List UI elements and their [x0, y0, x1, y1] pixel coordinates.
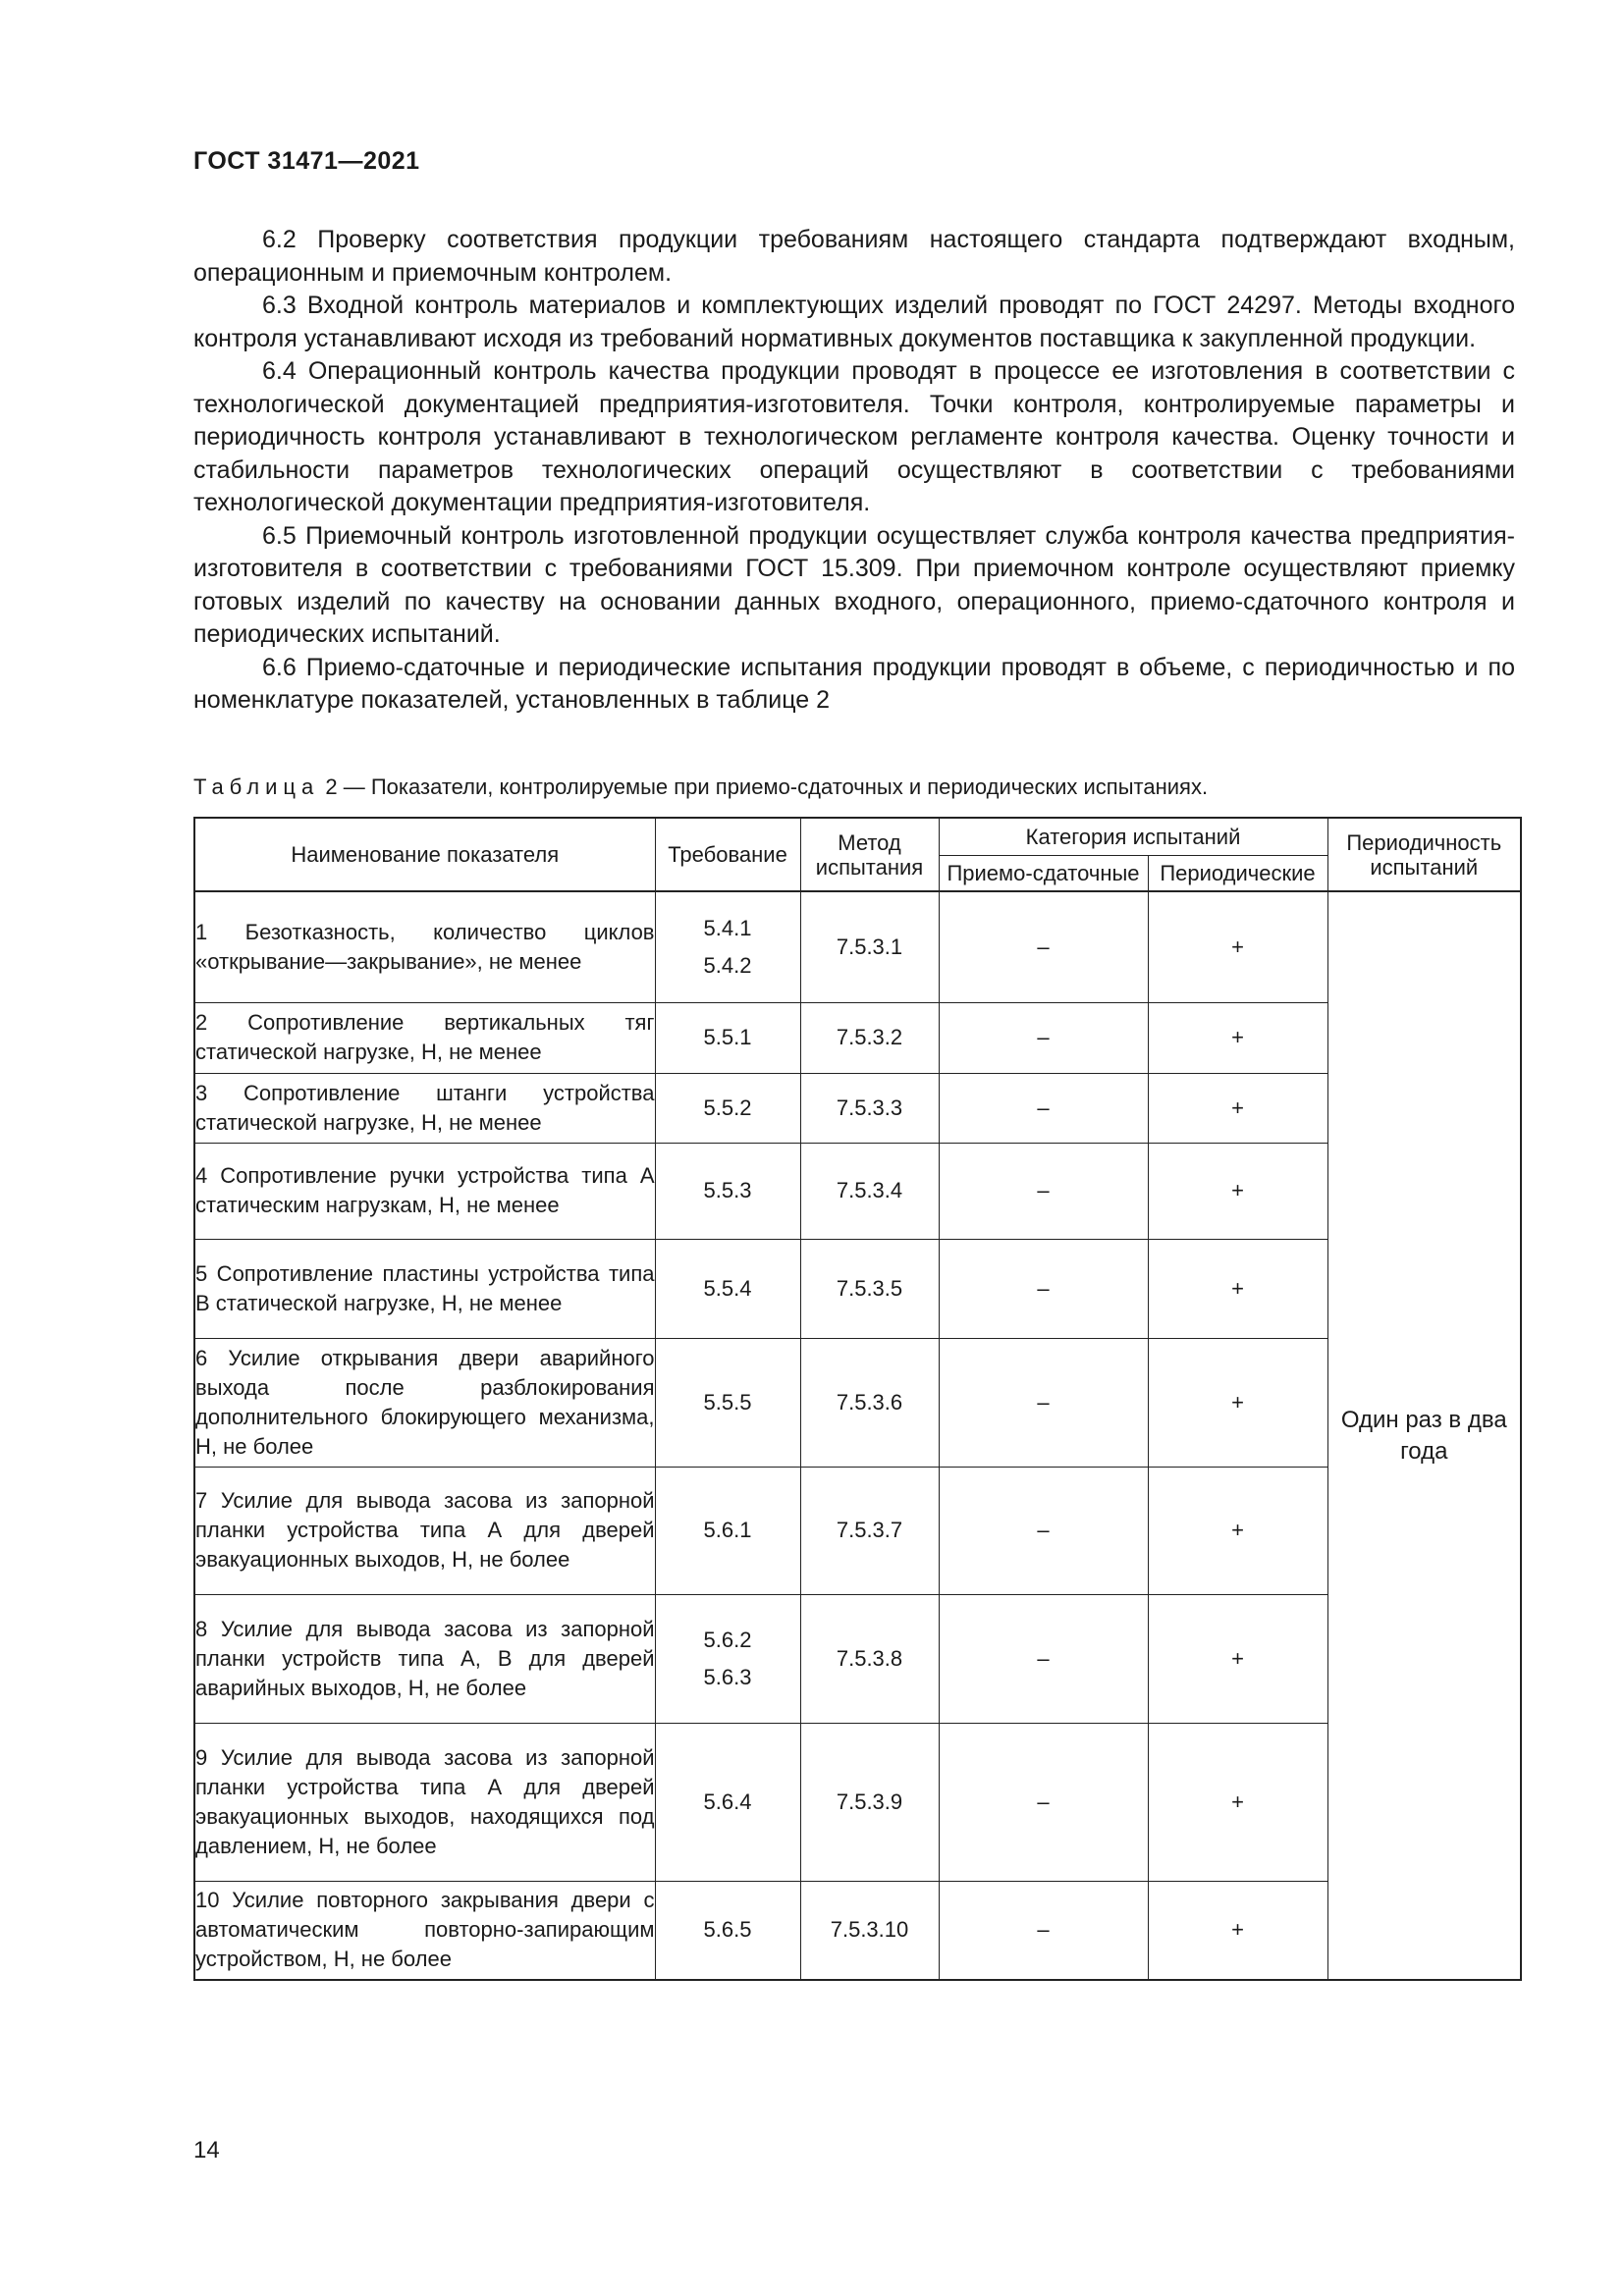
requirement-cell — [655, 1073, 800, 1143]
header-category: Категория испытаний — [939, 818, 1327, 855]
indicator-name-cell: 5 Сопротивление пластины устройства типа В статической нагрузке, Н, не менее — [194, 1239, 655, 1338]
test-method-cell: 7.5.3.7 — [800, 1467, 939, 1594]
requirement-clause: 5.6.3 — [703, 1664, 752, 1689]
indicator-name-cell: 2 Сопротивление вертикальных тяг статической нагрузке, Н, не менее — [194, 1002, 655, 1073]
test-method-cell: 7.5.3.2 — [800, 1002, 939, 1073]
requirement-cell — [655, 1338, 800, 1467]
test-method-cell: 7.5.3.1 — [800, 891, 939, 1002]
table-row — [194, 1002, 1521, 1073]
test-method-cell: 7.5.3.5 — [800, 1239, 939, 1338]
table-caption — [193, 774, 1208, 800]
header-name: Наименование показателя — [194, 818, 655, 891]
periodic-test-cell: + — [1148, 1723, 1327, 1881]
requirement-cell — [655, 1881, 800, 1980]
requirement-cell — [655, 1143, 800, 1239]
acceptance-test-cell: – — [939, 1723, 1148, 1881]
header-requirement: Требование — [655, 818, 800, 891]
requirement-cell — [655, 891, 800, 1002]
requirement-clause: 5.5.1 — [703, 1025, 752, 1049]
requirement-clause: 5.5.2 — [703, 1095, 752, 1120]
requirement-clause: 5.5.4 — [703, 1275, 752, 1301]
header-periodic: Периодические — [1148, 855, 1327, 891]
requirement-clause: 5.4.2 — [703, 952, 752, 978]
table-row — [194, 1239, 1521, 1338]
table-row — [194, 1881, 1521, 1980]
acceptance-test-cell: – — [939, 1239, 1148, 1338]
header-method: Метод испытания — [800, 818, 939, 891]
body-text — [193, 224, 1515, 718]
acceptance-test-cell: – — [939, 1467, 1148, 1594]
requirement-cell — [655, 1467, 800, 1594]
test-method-cell: 7.5.3.10 — [800, 1881, 939, 1980]
acceptance-test-cell: – — [939, 891, 1148, 1002]
indicator-name-cell: 6 Усилие открывания двери аварийного выхода после разблокирования дополнительного блокирующего механизма, Н, не более — [194, 1338, 655, 1467]
table-row — [194, 1467, 1521, 1594]
periodic-test-cell: + — [1148, 1073, 1327, 1143]
indicator-name-cell: 1 Безотказность, количество циклов «открывание—закрывание», не менее — [194, 891, 655, 1002]
periodic-test-cell: + — [1148, 1002, 1327, 1073]
table-caption-label: Таблица — [193, 774, 320, 799]
acceptance-test-cell: – — [939, 1338, 1148, 1467]
test-method-cell: 7.5.3.8 — [800, 1594, 939, 1723]
table-row — [194, 1338, 1521, 1467]
test-method-cell: 7.5.3.9 — [800, 1723, 939, 1881]
paragraph-6-6: 6.6 Приемо-сдаточные и периодические испытания продукции проводят в объеме, с периодичностью и по номенклатуре показателей, установленных в таблице 2 — [193, 653, 1515, 714]
requirement-cell — [655, 1002, 800, 1073]
periodic-test-cell: + — [1148, 1881, 1327, 1980]
acceptance-test-cell: – — [939, 1073, 1148, 1143]
paragraph-6-4: 6.4 Операционный контроль качества продукции проводят в процессе ее изготовления в соответствии с технологической документацией предприятия-изготовителя. Точки контроля, контролируемые параметры и периодичность контроля устанавливают в технологическом регламенте контроля качества. Оценку точности и стабильности параметров технологических операций осуществляют в соответствии с требованиями технологической документации предприятия-изготовителя. — [193, 357, 1515, 516]
periodic-test-cell: + — [1148, 1143, 1327, 1239]
indicators-table — [193, 817, 1522, 1981]
test-method-cell: 7.5.3.3 — [800, 1073, 939, 1143]
acceptance-test-cell: – — [939, 1881, 1148, 1980]
requirement-cell — [655, 1723, 800, 1881]
test-method-cell: 7.5.3.4 — [800, 1143, 939, 1239]
paragraph-6-2: 6.2 Проверку соответствия продукции требованиям настоящего стандарта подтверждают входным, операционным и приемочным контролем. — [193, 226, 1515, 287]
requirement-gap — [656, 1655, 800, 1663]
table-row — [194, 1143, 1521, 1239]
indicator-name-cell: 10 Усилие повторного закрывания двери с автоматическим повторно-запирающим устройством, Н, не более — [194, 1881, 655, 1980]
requirement-clause: 5.5.3 — [703, 1178, 752, 1202]
table-row — [194, 891, 1521, 1002]
indicator-name-cell: 9 Усилие для вывода засова из запорной планки устройства типа А для дверей эвакуационных выходов, находящихся под давлением, Н, не более — [194, 1723, 655, 1881]
requirement-gap — [656, 943, 800, 951]
requirement-clause: 5.6.5 — [703, 1917, 752, 1943]
table-caption-text: 2 — Показатели, контролируемые при приемо-сдаточных и периодических испытаниях. — [325, 774, 1209, 799]
requirement-cell — [655, 1594, 800, 1723]
indicator-name-cell: 4 Сопротивление ручки устройства типа А статическим нагрузкам, Н, не менее — [194, 1143, 655, 1239]
table-row — [194, 1594, 1521, 1723]
requirement-cell — [655, 1239, 800, 1338]
acceptance-test-cell: – — [939, 1143, 1148, 1239]
test-method-cell: 7.5.3.6 — [800, 1338, 939, 1467]
document-header: ГОСТ 31471—2021 — [193, 147, 420, 175]
indicator-name-cell: 7 Усилие для вывода засова из запорной планки устройства типа А для дверей эвакуационных выходов, Н, не более — [194, 1467, 655, 1594]
requirement-clause: 5.6.4 — [703, 1789, 752, 1814]
header-periodicity: Периодичность испытаний — [1327, 818, 1521, 891]
periodic-test-cell: + — [1148, 1239, 1327, 1338]
periodic-test-cell: + — [1148, 1594, 1327, 1723]
requirement-clause: 5.6.1 — [703, 1518, 752, 1542]
page-number: 14 — [193, 2137, 220, 2163]
paragraph-6-5: 6.5 Приемочный контроль изготовленной продукции осуществляет служба контроля качества предприятия-изготовителя в соответствии с требованиями ГОСТ 15.309. При приемочном контроле осуществляют приемку готовых изделий по качеству на основании данных входного, операционного, приемо-сдаточного контроля и периодических испытаний. — [193, 521, 1515, 648]
indicator-name-cell: 3 Сопротивление штанги устройства статической нагрузке, Н, не менее — [194, 1073, 655, 1143]
periodic-test-cell: + — [1148, 891, 1327, 1002]
acceptance-test-cell: – — [939, 1594, 1148, 1723]
table-row — [194, 1073, 1521, 1143]
requirement-clause: 5.6.2 — [703, 1627, 752, 1652]
periodic-test-cell: + — [1148, 1338, 1327, 1467]
paragraph-6-3: 6.3 Входной контроль материалов и комплектующих изделий проводят по ГОСТ 24297. Методы входного контроля устанавливают исходя из требований нормативных документов поставщика к закупленной продукции. — [193, 292, 1515, 352]
header-acceptance: Приемо-сдаточные — [939, 855, 1148, 891]
periodicity-cell: Один раз в два года — [1327, 891, 1521, 1980]
indicator-name-cell: 8 Усилие для вывода засова из запорной планки устройств типа А, В для дверей аварийных выходов, Н, не более — [194, 1594, 655, 1723]
periodic-test-cell: + — [1148, 1467, 1327, 1594]
requirement-clause: 5.4.1 — [703, 915, 752, 940]
table-row — [194, 1723, 1521, 1881]
requirement-clause: 5.5.5 — [703, 1389, 752, 1415]
acceptance-test-cell: – — [939, 1002, 1148, 1073]
